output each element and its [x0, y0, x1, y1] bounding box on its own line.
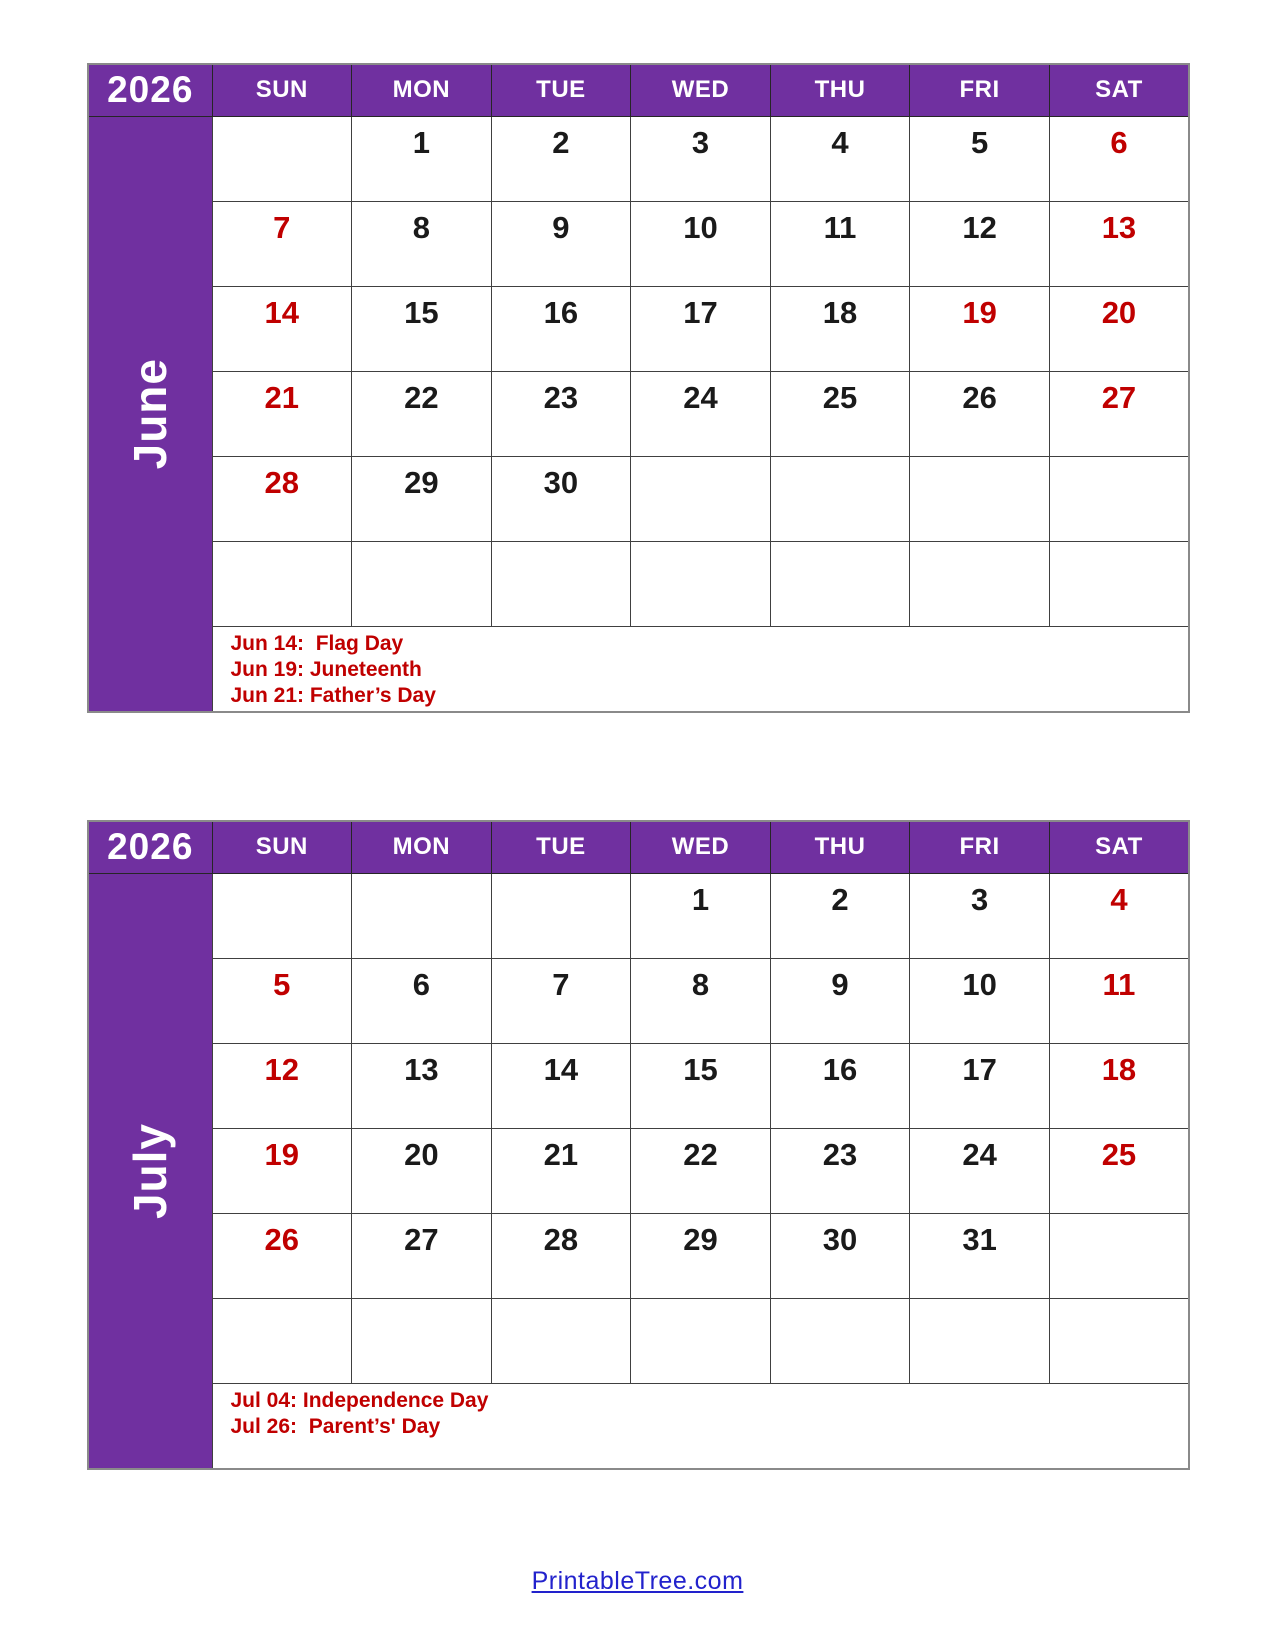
day-june-19: 19 [910, 286, 1050, 371]
day-june-7: 7 [212, 201, 352, 286]
day-header-mon: MON [352, 821, 492, 873]
calendar-body [88, 116, 1189, 712]
day-june-20: 20 [1049, 286, 1189, 371]
day-july-30: 30 [770, 1213, 910, 1298]
day-july-7: 7 [491, 958, 631, 1043]
day-header-tue: TUE [491, 64, 631, 116]
week-row-5 [88, 456, 1189, 541]
day-july-24: 24 [910, 1128, 1050, 1213]
day-header-wed: WED [631, 64, 771, 116]
day-june-9: 9 [491, 201, 631, 286]
day-empty [631, 541, 771, 626]
day-header-thu: THU [770, 821, 910, 873]
week-row-1 [88, 116, 1189, 201]
day-june-6: 6 [1049, 116, 1189, 201]
day-june-13: 13 [1049, 201, 1189, 286]
holiday-note: Jul 26: Parent’s' Day [230, 1414, 441, 1438]
holiday-notes-june [212, 626, 1189, 712]
day-header-mon: MON [352, 64, 492, 116]
day-empty [212, 541, 352, 626]
day-empty [910, 1298, 1050, 1383]
day-july-15: 15 [631, 1043, 771, 1128]
day-empty [352, 873, 492, 958]
day-empty [352, 541, 492, 626]
week-row-5 [88, 1213, 1189, 1298]
year-label: 2026 [88, 821, 212, 873]
holiday-note: Jun 14: Flag Day [230, 631, 404, 655]
day-july-8: 8 [631, 958, 771, 1043]
month-sidebar-june [88, 116, 212, 712]
day-july-3: 3 [910, 873, 1050, 958]
day-empty [631, 1298, 771, 1383]
day-july-1: 1 [631, 873, 771, 958]
week-row-1 [88, 873, 1189, 958]
day-july-9: 9 [770, 958, 910, 1043]
day-july-10: 10 [910, 958, 1050, 1043]
day-june-28: 28 [212, 456, 352, 541]
year-label: 2026 [88, 64, 212, 116]
day-june-2: 2 [491, 116, 631, 201]
day-july-26: 26 [212, 1213, 352, 1298]
day-june-21: 21 [212, 371, 352, 456]
day-header-fri: FRI [910, 64, 1050, 116]
month-label-july: July [124, 1122, 177, 1219]
day-empty [491, 1298, 631, 1383]
day-empty [212, 873, 352, 958]
day-june-16: 16 [491, 286, 631, 371]
day-july-23: 23 [770, 1128, 910, 1213]
day-june-17: 17 [631, 286, 771, 371]
week-row-4 [88, 371, 1189, 456]
day-july-11: 11 [1049, 958, 1189, 1043]
day-june-26: 26 [910, 371, 1050, 456]
day-july-13: 13 [352, 1043, 492, 1128]
week-row-2 [88, 958, 1189, 1043]
day-empty [212, 1298, 352, 1383]
day-june-14: 14 [212, 286, 352, 371]
day-july-16: 16 [770, 1043, 910, 1128]
day-empty [491, 873, 631, 958]
day-july-27: 27 [352, 1213, 492, 1298]
day-empty [1049, 1298, 1189, 1383]
holiday-notes-july [212, 1383, 1189, 1469]
day-empty [770, 456, 910, 541]
day-header-sat: SAT [1049, 64, 1189, 116]
day-empty [352, 1298, 492, 1383]
printabletree-link[interactable]: PrintableTree.com [531, 1567, 744, 1595]
week-row-2 [88, 201, 1189, 286]
day-june-8: 8 [352, 201, 492, 286]
day-empty [770, 1298, 910, 1383]
day-empty [212, 116, 352, 201]
day-july-25: 25 [1049, 1128, 1189, 1213]
day-june-29: 29 [352, 456, 492, 541]
day-july-14: 14 [491, 1043, 631, 1128]
day-header-sun: SUN [212, 821, 352, 873]
day-june-3: 3 [631, 116, 771, 201]
day-empty [1049, 456, 1189, 541]
day-june-24: 24 [631, 371, 771, 456]
calendar-june [87, 63, 1190, 713]
header-row [88, 64, 1189, 116]
day-july-22: 22 [631, 1128, 771, 1213]
day-july-18: 18 [1049, 1043, 1189, 1128]
day-july-31: 31 [910, 1213, 1050, 1298]
day-empty [910, 541, 1050, 626]
week-row-6 [88, 541, 1189, 626]
day-june-12: 12 [910, 201, 1050, 286]
month-label-june: June [124, 358, 177, 470]
day-header-fri: FRI [910, 821, 1050, 873]
day-header-sat: SAT [1049, 821, 1189, 873]
day-june-30: 30 [491, 456, 631, 541]
day-header-thu: THU [770, 64, 910, 116]
day-june-27: 27 [1049, 371, 1189, 456]
day-june-11: 11 [770, 201, 910, 286]
day-empty [910, 456, 1050, 541]
holiday-note: Jun 21: Father’s Day [230, 684, 436, 708]
month-sidebar-july [88, 873, 212, 1469]
day-july-19: 19 [212, 1128, 352, 1213]
day-june-18: 18 [770, 286, 910, 371]
day-july-20: 20 [352, 1128, 492, 1213]
holiday-note: Jun 19: Juneteenth [230, 657, 422, 681]
day-july-4: 4 [1049, 873, 1189, 958]
day-july-28: 28 [491, 1213, 631, 1298]
week-row-4 [88, 1128, 1189, 1213]
day-empty [631, 456, 771, 541]
calendar-july [87, 820, 1190, 1470]
holiday-note: Jul 04: Independence Day [230, 1388, 489, 1412]
day-june-22: 22 [352, 371, 492, 456]
day-july-29: 29 [631, 1213, 771, 1298]
day-june-25: 25 [770, 371, 910, 456]
day-empty [770, 541, 910, 626]
holiday-row [88, 1383, 1189, 1469]
week-row-3 [88, 286, 1189, 371]
header-row [88, 821, 1189, 873]
day-july-12: 12 [212, 1043, 352, 1128]
day-june-4: 4 [770, 116, 910, 201]
day-header-tue: TUE [491, 821, 631, 873]
day-june-1: 1 [352, 116, 492, 201]
week-row-3 [88, 1043, 1189, 1128]
day-july-6: 6 [352, 958, 492, 1043]
day-june-15: 15 [352, 286, 492, 371]
day-july-21: 21 [491, 1128, 631, 1213]
calendar-body [88, 873, 1189, 1469]
day-empty [1049, 541, 1189, 626]
week-row-6 [88, 1298, 1189, 1383]
day-empty [1049, 1213, 1189, 1298]
day-july-17: 17 [910, 1043, 1050, 1128]
day-header-sun: SUN [212, 64, 352, 116]
day-header-wed: WED [631, 821, 771, 873]
day-july-2: 2 [770, 873, 910, 958]
day-july-5: 5 [212, 958, 352, 1043]
day-june-5: 5 [910, 116, 1050, 201]
day-empty [491, 541, 631, 626]
day-june-10: 10 [631, 201, 771, 286]
footer [0, 1567, 1275, 1596]
holiday-row [88, 626, 1189, 712]
day-june-23: 23 [491, 371, 631, 456]
